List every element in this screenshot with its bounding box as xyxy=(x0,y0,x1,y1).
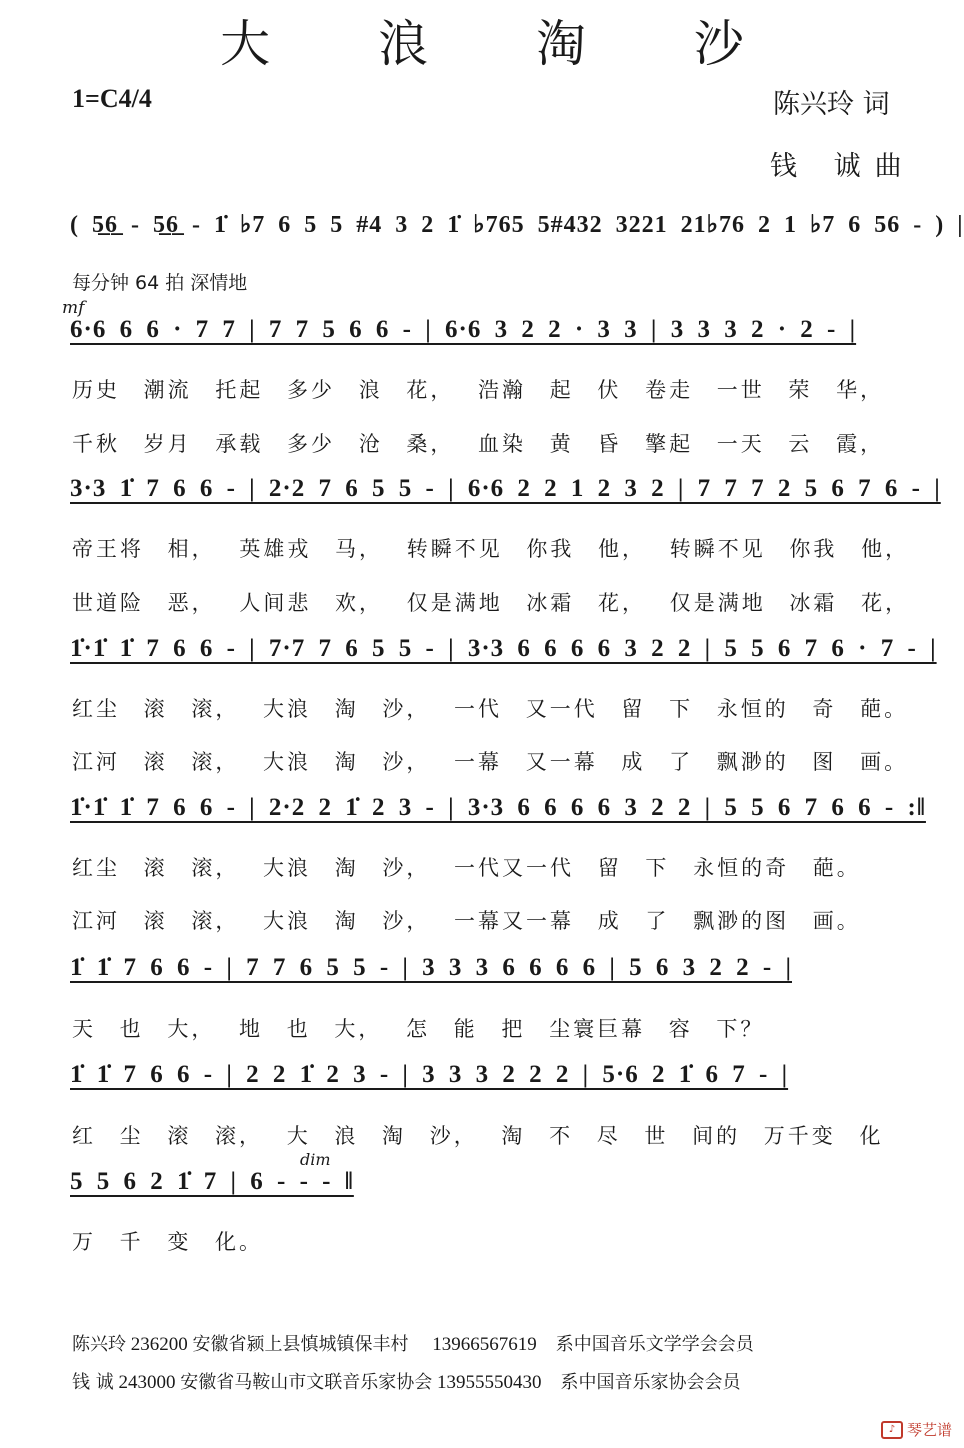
lyric-line-4-verse-1: 红尘 滚 滚， 大浪 淘 沙， 一代又一代 留 下 永恒的奇 葩。 xyxy=(72,856,861,880)
composer-credit: 钱 诚曲 xyxy=(770,151,916,182)
notation-line-5: 1̇ 1̇ 7 6 6 - | 7 7 6 5 5 - | 3 3 3 6 6 6 6 | 5 6 3 2 2 - | xyxy=(70,954,792,981)
logo-icon: ♪ xyxy=(881,1421,903,1439)
watermark-text: 琴艺谱 xyxy=(906,1421,952,1439)
lyric-line-3-verse-1: 红尘 滚 滚， 大浪 淘 沙， 一代 又一代 留 下 永恒的 奇 葩。 xyxy=(72,697,909,721)
tempo-marking: 每分钟 64 拍 深情地 xyxy=(72,272,248,294)
key-signature: 1=C4/4 xyxy=(72,84,152,113)
contact-phone: 13955550430 xyxy=(436,1372,542,1393)
contact-note: 系中国音乐文学学会会员 xyxy=(555,1334,754,1355)
footer-contact-lyricist xyxy=(72,1330,754,1356)
notation-line-1: 6·6 6 6 · 7 7 | 7 7 5 6 6 - | 6·6 3 2 2 · 3 3 | 3 3 3 2 · 2 - | xyxy=(70,316,857,343)
footer-contact-composer xyxy=(72,1368,740,1394)
lyric-line-5: 天 也 大， 地 也 大， 怎 能 把 尘寰巨幕 容 下？ xyxy=(72,1017,765,1041)
notation-line-2: 3·3 1̇ 7 6 6 - | 2·2 7 6 5 5 - | 6·6 2 2 1 2 3 2 | 7 7 7 2 5 6 7 6 - | xyxy=(70,475,941,502)
notation-line-6: 1̇ 1̇ 7 6 6 - | 2 2 1̇ 2 3 - | 3 3 3 2 2 2 | 5·6 2 1̇ 6 7 - | xyxy=(70,1061,789,1088)
contact-postcode: 236200 xyxy=(130,1334,188,1355)
contact-address: 安徽省马鞍山市文联音乐家协会 xyxy=(180,1372,433,1393)
contact-name: 陈兴玲 xyxy=(72,1334,126,1355)
contact-note: 系中国音乐家协会会员 xyxy=(560,1372,741,1393)
lyric-line-1-verse-2: 千秋 岁月 承载 多少 沧 桑， 血染 黄 昏 擎起 一天 云 霞， xyxy=(72,432,885,456)
lyric-line-3-verse-2: 江河 滚 滚， 大浪 淘 沙， 一幕 又一幕 成 了 飘渺的 图 画。 xyxy=(72,750,909,774)
lyric-line-4-verse-2: 江河 滚 滚， 大浪 淘 沙， 一幕又一幕 成 了 飘渺的图 画。 xyxy=(72,909,861,933)
contact-name: 钱 诚 xyxy=(72,1372,114,1393)
lyricist-credit: 陈兴玲 词 xyxy=(773,89,890,120)
watermark-logo xyxy=(881,1419,952,1440)
intro-notation: ( 5̲6̲ - 5̲6̲ - 1̇ ♭7 6 5 5 #4 3 2 1̇ ♭765 5#432 3221 21♭76 2 1 ♭7 6 56 - ) | xyxy=(70,212,964,238)
notation-line-4: 1̇·1̇ 1̇ 7 6 6 - | 2·2 2 1̇ 2 3 - | 3·3 6 6 6 6 3 2 2 | 5 5 6 7 6 6 - :‖ xyxy=(70,794,926,821)
contact-postcode: 243000 xyxy=(118,1372,176,1393)
contact-phone: 13966567619 xyxy=(432,1334,537,1355)
page-title: 大 浪 淘 沙 xyxy=(220,15,790,73)
contact-address: 安徽省颍上县慎城镇保丰村 xyxy=(192,1334,409,1355)
dynamic-mf-mark: mf xyxy=(62,298,85,318)
dynamic-dim-mark: dim xyxy=(300,1150,331,1169)
lyric-line-7: 万 千 变 化。 xyxy=(72,1230,264,1254)
lyric-line-2-verse-2: 世道险 恶， 人间悲 欢， 仅是满地 冰霜 花， 仅是满地 冰霜 花， xyxy=(72,591,910,615)
lyric-line-2-verse-1: 帝王将 相， 英雄戎 马， 转瞬不见 你我 他， 转瞬不见 你我 他， xyxy=(72,537,910,561)
lyric-line-1-verse-1: 历史 潮流 托起 多少 浪 花， 浩瀚 起 伏 卷走 一世 荣 华， xyxy=(72,378,885,402)
notation-line-3: 1̇·1̇ 1̇ 7 6 6 - | 7·7 7 6 5 5 - | 3·3 6 6 6 6 3 2 2 | 5 5 6 7 6 · 7 - | xyxy=(70,635,937,662)
lyric-line-6: 红 尘 滚 滚， 大 浪 淘 沙， 淘 不 尽 世 间的 万千变 化 xyxy=(72,1124,884,1148)
notation-line-7: 5 5 6 2 1̇ 7 | 6 - - - ‖ xyxy=(70,1168,354,1195)
